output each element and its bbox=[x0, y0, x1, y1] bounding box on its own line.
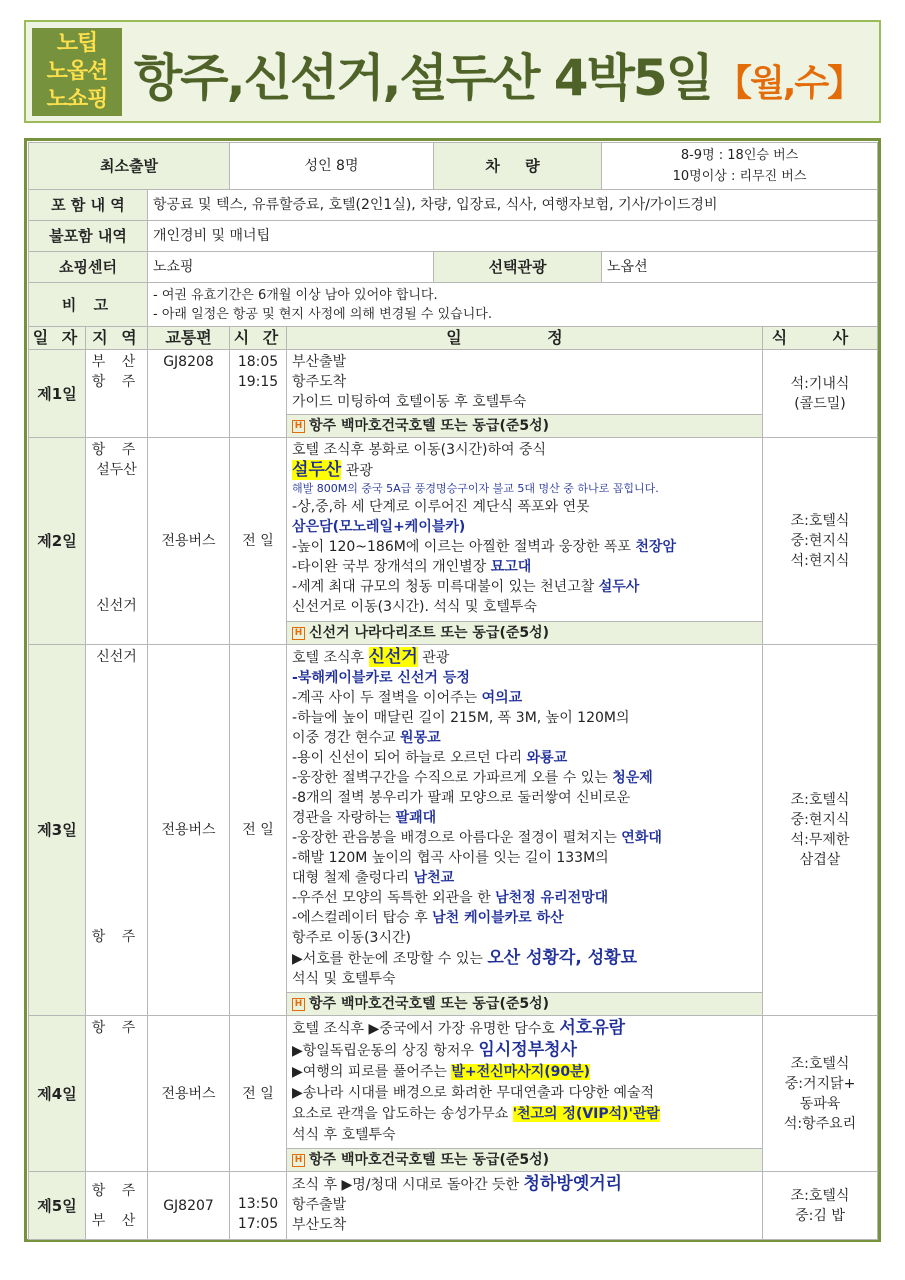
schedule-highlight: 서호유람 bbox=[559, 1018, 626, 1038]
schedule-line: 항주도착 bbox=[292, 374, 347, 390]
schedule-text: ▶서호를 한눈에 조망할 수 있는 bbox=[292, 951, 488, 967]
excluded-label: 불포함 내역 bbox=[29, 221, 148, 252]
meal: 조:호텔식 bbox=[790, 792, 850, 808]
schedule-highlight: 와룡교 bbox=[526, 750, 568, 766]
schedule-note: 해발 800M의 중국 5A급 풍경명승구이자 불교 5대 명산 중 하나로 꼽힙니다. bbox=[292, 482, 659, 495]
meal: 중:현지식 bbox=[790, 812, 850, 828]
schedule-line: ▶송나라 시대를 배경으로 화려한 무대연출과 다양한 예술적 bbox=[292, 1085, 655, 1101]
vehicle-label: 차 량 bbox=[434, 143, 602, 190]
meal: 조:호텔식 bbox=[790, 1055, 850, 1072]
schedule-highlight: 임시정부청사 bbox=[478, 1040, 577, 1060]
meal: 중:거지닭+ bbox=[784, 1075, 856, 1092]
meal: 조:호텔식 bbox=[790, 1187, 850, 1204]
schedule-text: -용이 신선이 되어 하늘로 오르던 다리 bbox=[292, 750, 527, 766]
schedule-text: -세계 최대 규모의 청동 미륵대불이 있는 천년고찰 bbox=[292, 579, 599, 595]
time: 17:05 bbox=[237, 1215, 279, 1232]
hotel-icon: H bbox=[292, 998, 305, 1011]
schedule-text: -타이완 국부 장개석의 개인별장 bbox=[292, 559, 491, 575]
badge-line: 노팁 bbox=[56, 31, 98, 56]
schedule-text: 조식 후 ▶명/청대 시대로 돌아간 듯한 bbox=[292, 1177, 524, 1193]
schedule-text: -웅장한 관음봉을 배경으로 아름다운 절경이 펼쳐지는 bbox=[292, 830, 622, 846]
schedule-text: 관광 bbox=[417, 650, 450, 666]
vehicle-line: 8-9명 : 18인승 버스 bbox=[680, 148, 799, 163]
schedule-highlight: 삼은담(모노레일+케이블카) bbox=[292, 519, 466, 535]
info-row-min bbox=[29, 143, 878, 190]
header-banner bbox=[24, 20, 881, 123]
schedule-line: 석식 및 호텔투숙 bbox=[292, 971, 396, 987]
min-departure-label: 최소출발 bbox=[29, 143, 230, 190]
col-time: 시 간 bbox=[230, 327, 287, 350]
col-transport: 교통편 bbox=[148, 327, 230, 350]
time: 전 일 bbox=[230, 1016, 287, 1172]
min-departure-value: 성인 8명 bbox=[230, 143, 434, 190]
day-label: 제5일 bbox=[29, 1172, 86, 1240]
meal: 석:항주요리 bbox=[783, 1115, 857, 1132]
info-row-notes bbox=[29, 283, 878, 327]
region: 항 주 bbox=[91, 374, 142, 390]
itinerary-table bbox=[28, 142, 878, 1240]
included-value: 항공료 및 텍스, 유류할증료, 호텔(2인1실), 차량, 입장료, 식사, 여행자보험, 기사/가이드경비 bbox=[148, 190, 878, 221]
page-title bbox=[134, 38, 861, 110]
schedule-highlight: 설두사 bbox=[598, 579, 640, 595]
schedule-line: 항주출발 bbox=[292, 1197, 347, 1213]
day3-row bbox=[29, 645, 878, 993]
schedule-line: 항주로 이동(3시간) bbox=[292, 930, 411, 946]
schedule-text: -웅장한 절벽구간을 수직으로 가파르게 오를 수 있는 bbox=[292, 770, 613, 786]
schedule-text: -에스컬레이터 탑승 후 bbox=[292, 910, 433, 926]
info-row-included bbox=[29, 190, 878, 221]
meal: 석:무제한 bbox=[790, 832, 850, 848]
highlight: 발+전신마사지(90분) bbox=[451, 1064, 591, 1080]
hotel-icon: H bbox=[292, 1154, 305, 1167]
col-date: 일 자 bbox=[29, 327, 86, 350]
schedule-highlight: -북해케이블카로 신선거 등정 bbox=[292, 670, 470, 686]
meal: 중:현지식 bbox=[790, 533, 850, 549]
schedule-text: -높이 120~186M에 이르는 아찔한 절벽과 웅장한 폭포 bbox=[292, 539, 636, 555]
meal: 석:현지식 bbox=[790, 553, 850, 569]
schedule-highlight: 여의교 bbox=[481, 690, 523, 706]
schedule-text: 대형 철제 출렁다리 bbox=[292, 870, 414, 886]
schedule-highlight: 연화대 bbox=[621, 830, 662, 846]
time: 18:05 bbox=[237, 354, 279, 370]
title-text: 항주,신선거,설두산 4박5일 bbox=[134, 49, 712, 107]
schedule-highlight: 오산 성황각, 성황묘 bbox=[487, 948, 637, 968]
schedule-line: 신선거로 이동(3시간). 석식 및 호텔투숙 bbox=[292, 599, 537, 615]
info-row-shopping bbox=[29, 252, 878, 283]
region: 신선거 bbox=[96, 649, 137, 665]
meal: 석:기내식 bbox=[790, 375, 850, 392]
meal: 동파육 bbox=[799, 1095, 841, 1112]
schedule-line: 부산도착 bbox=[292, 1217, 347, 1233]
region: 설두산 bbox=[96, 462, 137, 478]
schedule-highlight: 남천 케이블카로 하산 bbox=[432, 910, 564, 926]
highlight: 설두산 bbox=[292, 460, 342, 480]
col-schedule: 일 정 bbox=[287, 327, 763, 350]
schedule-text: 경관을 자랑하는 bbox=[292, 810, 396, 826]
region: 부 산 bbox=[91, 354, 142, 370]
schedule-highlight: 남천교 bbox=[413, 870, 455, 886]
region: 항 주 bbox=[91, 442, 142, 458]
option-value: 노옵션 bbox=[602, 252, 878, 283]
schedule-line: -상,중,하 세 단계로 이루어진 계단식 폭포와 연못 bbox=[292, 499, 590, 515]
meal: 중:김 밥 bbox=[795, 1207, 845, 1224]
schedule-text: 이중 경간 현수교 bbox=[292, 730, 401, 746]
day1-row bbox=[29, 350, 878, 415]
hotel-icon: H bbox=[292, 420, 305, 433]
included-label: 포 함 내 역 bbox=[29, 190, 148, 221]
note-line: - 아래 일정은 항공 및 현지 사정에 의해 변경될 수 있습니다. bbox=[153, 306, 492, 322]
schedule-highlight: 청하방옛거리 bbox=[523, 1174, 623, 1194]
schedule-highlight: 천장암 bbox=[635, 539, 676, 555]
highlight: '천고의 정(VIP석)'관람 bbox=[512, 1106, 660, 1122]
day5-row bbox=[29, 1172, 878, 1240]
transport: GJ8207 bbox=[148, 1172, 230, 1240]
region: 항 주 bbox=[91, 929, 142, 945]
schedule-highlight: 남천정 유리전망대 bbox=[495, 890, 609, 906]
time: 13:50 bbox=[237, 1195, 279, 1212]
schedule-highlight: 원몽교 bbox=[400, 730, 441, 746]
schedule-text: 요소로 관객을 압도하는 송성가무쇼 bbox=[292, 1106, 513, 1122]
schedule-text: ▶여행의 피로를 풀어주는 bbox=[292, 1064, 452, 1080]
region: 항 주 bbox=[91, 1182, 142, 1199]
schedule-line: -하늘에 높이 매달린 길이 215M, 폭 3M, 높이 120M의 bbox=[292, 710, 630, 726]
hotel-name: 신선거 나라다리조트 또는 동급(준5성) bbox=[309, 625, 550, 641]
region: 부 산 bbox=[91, 1212, 142, 1229]
transport: 전용버스 bbox=[148, 1016, 230, 1172]
option-label: 선택관광 bbox=[434, 252, 602, 283]
schedule-text: 호텔 조식후 ▶중국에서 가장 유명한 담수호 bbox=[292, 1021, 560, 1037]
day-label: 제4일 bbox=[29, 1016, 86, 1172]
day-label: 제3일 bbox=[29, 645, 86, 1016]
note-line: - 여권 유효기간은 6개월 이상 남아 있어야 합니다. bbox=[153, 287, 438, 303]
hotel-name: 항주 백마호건국호텔 또는 동급(준5성) bbox=[309, 418, 550, 434]
schedule-line: 가이드 미팅하여 호텔이동 후 호텔투숙 bbox=[292, 394, 527, 410]
region: 신선거 bbox=[96, 598, 137, 614]
schedule-line: -해발 120M 높이의 협곡 사이를 잇는 길이 133M의 bbox=[292, 850, 609, 866]
notes-label: 비 고 bbox=[29, 283, 148, 327]
schedule-highlight: 묘고대 bbox=[490, 559, 532, 575]
transport: GJ8208 bbox=[148, 350, 230, 438]
meal: (콜드밀) bbox=[794, 395, 846, 412]
day4-row bbox=[29, 1016, 878, 1149]
transport: 전용버스 bbox=[148, 645, 230, 1016]
schedule-text: 관광 bbox=[341, 463, 373, 479]
shopping-label: 쇼핑센터 bbox=[29, 252, 148, 283]
time: 전 일 bbox=[230, 645, 287, 1016]
day2-row bbox=[29, 438, 878, 622]
no-tip-badge bbox=[32, 28, 122, 116]
day-label: 제1일 bbox=[29, 350, 86, 438]
hotel-name: 항주 백마호건국호텔 또는 동급(준5성) bbox=[309, 1152, 550, 1168]
day-label: 제2일 bbox=[29, 438, 86, 645]
meal: 조:호텔식 bbox=[790, 513, 850, 529]
schedule-line: 호텔 조식후 봉화로 이동(3시간)하여 중식 bbox=[292, 442, 547, 458]
meal: 삼겹살 bbox=[799, 852, 841, 868]
schedule-line: -8개의 절벽 봉우리가 팔괘 모양으로 둘러쌓여 신비로운 bbox=[292, 790, 631, 806]
schedule-highlight: 팔괘대 bbox=[395, 810, 437, 826]
schedule-line: 부산출발 bbox=[292, 354, 347, 370]
hotel-name: 항주 백마호건국호텔 또는 동급(준5성) bbox=[309, 996, 550, 1012]
schedule-header-row bbox=[29, 327, 878, 350]
schedule-text: ▶항일독립운동의 상징 항저우 bbox=[292, 1043, 479, 1059]
time: 전 일 bbox=[230, 438, 287, 645]
schedule-line: 석식 후 호텔투숙 bbox=[292, 1127, 396, 1143]
badge-line: 노옵션 bbox=[46, 59, 108, 84]
badge-line: 노쇼핑 bbox=[46, 87, 108, 112]
col-region: 지 역 bbox=[86, 327, 148, 350]
highlight: 신선거 bbox=[368, 647, 418, 667]
excluded-value: 개인경비 및 매너팁 bbox=[148, 221, 878, 252]
region: 항 주 bbox=[86, 1016, 148, 1172]
title-days: 【월,수】 bbox=[715, 63, 862, 104]
schedule-highlight: 청운제 bbox=[612, 770, 653, 786]
hotel-icon: H bbox=[292, 627, 305, 640]
info-row-excluded bbox=[29, 221, 878, 252]
schedule-text: -우주선 모양의 독특한 외관을 한 bbox=[292, 890, 496, 906]
time: 19:15 bbox=[237, 374, 279, 390]
shopping-value: 노쇼핑 bbox=[148, 252, 434, 283]
schedule-text: -계곡 사이 두 절벽을 이어주는 bbox=[292, 690, 482, 706]
schedule-text: 호텔 조식후 bbox=[292, 650, 369, 666]
transport: 전용버스 bbox=[148, 438, 230, 645]
col-meal: 식 사 bbox=[763, 327, 878, 350]
vehicle-line: 10명이상 : 리무진 버스 bbox=[672, 169, 807, 184]
